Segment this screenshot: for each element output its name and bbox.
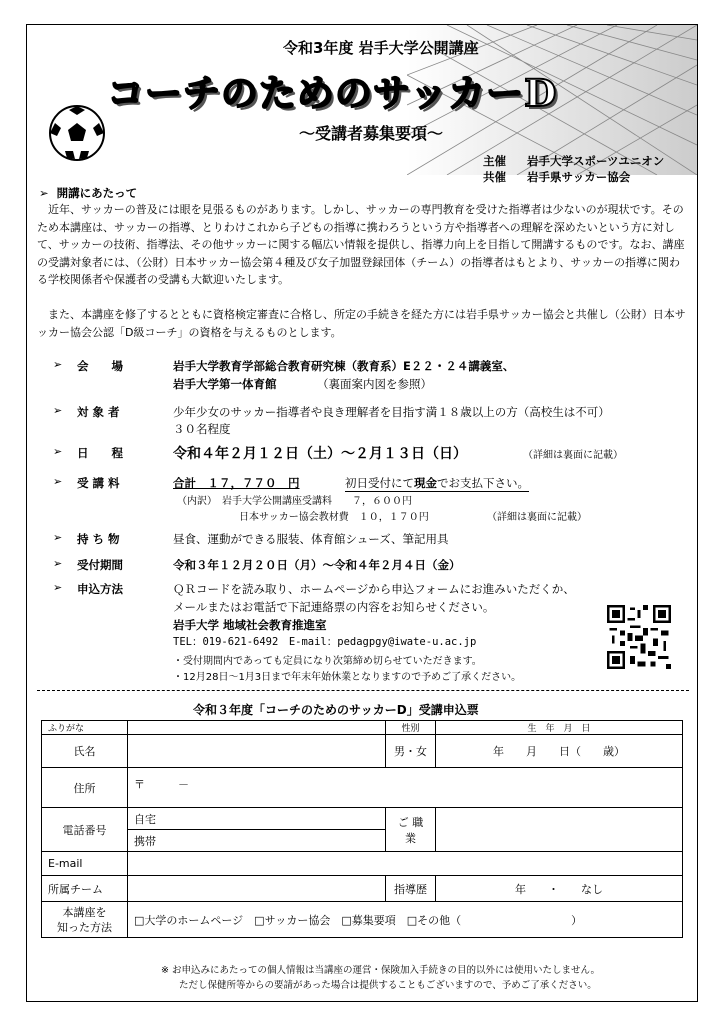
apply-label: 申込方法 <box>77 582 123 596</box>
home-phone-field[interactable]: 自宅 <box>128 808 386 830</box>
address-label: 住所 <box>42 768 128 808</box>
fee-breakdown-note: （詳細は裏面に記載） <box>487 512 587 523</box>
fee-breakdown-2: 日本サッカー協会教材費 １０，１７０円 <box>239 512 429 523</box>
date-value: 令和４年２月１２日（土）～２月１３日（日） <box>173 446 467 462</box>
arrow-icon: ➢ <box>53 557 63 570</box>
qr-code-icon <box>607 605 671 669</box>
fee-breakdown-1: （内訳） 岩手大学公開講座受講料 ７，６００円 <box>177 496 412 507</box>
job-field[interactable] <box>436 808 683 852</box>
career-field[interactable]: 年 ・ なし <box>436 876 683 902</box>
team-label: 所属チーム <box>42 876 128 902</box>
bring-value: 昼食、運動ができる服装、体育館シューズ、筆記用具 <box>173 532 449 546</box>
name-field[interactable] <box>128 735 386 768</box>
fee-payment-note: 初日受付にて現金でお支払下さい。 <box>345 476 529 490</box>
intro-paragraph-1: 近年、サッカーの普及には眼を見張るものがあります。しかし、サッカーの専門教育を受けた指導者は少ないのが現状です。そのため本講座は、サッカーの指導、とりわけこれから子どもの指導に携わろうという方や指導者への理解を深めたいという方に対して、サッカーの技術、指導法、その他サッカーに関する幅広い情報を提供し、指導力向上を目指して開講するものです。なお、講座の受講対象者には、（公財）日本サッカー協会第４種及び女子加盟登録団体（チーム）の指導者はもとより、サッカーの指導に関わる学校関係者や保護者の受講も大歓迎いたします。 <box>37 203 685 286</box>
contact-name: 岩手大学 地域社会教育推進室 <box>173 618 327 632</box>
date-note: （詳細は裏面に記載） <box>523 450 623 461</box>
name-label: 氏名 <box>42 735 128 768</box>
venue-label: 会 場 <box>77 359 123 373</box>
team-field[interactable] <box>128 876 386 902</box>
date-label: 日 程 <box>77 446 123 460</box>
arrow-icon: ➢ <box>53 531 63 544</box>
co-organizer-label: 共催 <box>483 170 506 184</box>
furigana-label: ふりがな <box>42 721 128 735</box>
arrow-icon: ➢ <box>39 186 49 200</box>
gender-label: 性別 <box>386 721 436 735</box>
source-label: 本講座を 知った方法 <box>42 902 128 938</box>
organizer: 岩手大学スポーツユニオン <box>527 154 665 168</box>
arrow-icon: ➢ <box>53 445 63 458</box>
career-label: 指導歴 <box>386 876 436 902</box>
fee-label: 受 講 料 <box>77 476 120 490</box>
page-title: コーチのためのサッカーD <box>107 71 558 115</box>
job-label: ご 職 業 <box>386 808 436 852</box>
intro-heading: ➢ 開講にあたって <box>39 186 138 200</box>
arrow-icon: ➢ <box>53 475 63 488</box>
target-label: 対 象 者 <box>77 405 120 419</box>
period-label: 受付期間 <box>77 558 123 572</box>
period-value: 令和３年１２月２０日（月）～令和４年２月４日（金） <box>173 558 461 572</box>
venue-note: （裏面案内図を参照） <box>317 377 432 391</box>
note-1: ・受付期間内であっても定員になり次第締め切らせていただきます。 <box>173 656 482 667</box>
course-subtitle: 令和3年度 岩手大学公開講座 <box>283 39 479 57</box>
organizer-label: 主催 <box>483 154 506 168</box>
footnote-line-1: ※ お申込みにあたっての個人情報は当講座の運営・保険加入手続きの目的以外には使用いたしません。 <box>161 965 601 976</box>
birth-label: 生 年 月 日 <box>436 721 683 735</box>
contact-line: TEL：019-621-6492 E-mail：pedagpgy@iwate-u.ac.jp <box>173 636 477 648</box>
arrow-icon: ➢ <box>53 358 63 371</box>
target-line-2: ３０名程度 <box>173 422 231 436</box>
intro-paragraph-2: また、本講座を修了するとともに資格検定審査に合格し、所定の手続きを経た方には岩手県サッカー協会と共催し（公財）日本サッカー協会公認「D級コーチ」の資格を与えるものとします。 <box>37 308 686 339</box>
email-field[interactable] <box>128 852 683 876</box>
phone-label: 電話番号 <box>42 808 128 852</box>
co-organizer: 岩手県サッカー協会 <box>527 170 631 184</box>
fee-total: 合計 １７，７７０ 円 <box>173 476 300 490</box>
apply-line-1: ＱＲコードを読み取り、ホームページから申込フォームにお進みいただくか、 <box>173 582 575 596</box>
cut-line <box>37 690 689 691</box>
soccer-ball-icon <box>47 103 107 163</box>
gender-field[interactable]: 男・女 <box>386 735 436 768</box>
footnote-line-2: ただし保健所等からの要請があった場合は提供することもございますので、予めご了承ください。 <box>179 980 597 991</box>
birth-field[interactable]: 年 月 日（ 歳） <box>436 735 683 768</box>
application-form <box>41 720 683 938</box>
address-field[interactable]: 〒 － <box>128 768 683 808</box>
form-title: 令和３年度「コーチのためのサッカーD」受講申込票 <box>193 703 479 717</box>
furigana-field[interactable] <box>128 721 386 735</box>
arrow-icon: ➢ <box>53 404 63 417</box>
venue-line-1: 岩手大学教育学部総合教育研究棟（教育系）E２２・２４講義室、 <box>173 359 515 373</box>
section-heading: ～受講者募集要項～ <box>299 124 444 143</box>
bring-label: 持 ち 物 <box>77 532 120 546</box>
note-2: ・12月28日～1月3日まで年末年始休業となりますので予めご了承ください。 <box>173 672 522 683</box>
venue-line-2: 岩手大学第一体育館 <box>173 377 277 391</box>
mobile-phone-field[interactable]: 携帯 <box>128 830 386 852</box>
apply-line-2: メールまたはお電話で下記連絡票の内容をお知らせください。 <box>173 600 495 614</box>
arrow-icon: ➢ <box>53 581 63 594</box>
target-line-1: 少年少女のサッカー指導者や良き理解者を目指す満１８歳以上の方（高校生は不可） <box>173 405 610 419</box>
email-label: E-mail <box>42 852 128 876</box>
source-options[interactable]: □大学のホームページ □サッカー協会 □募集要項 □その他（ ） <box>128 902 683 938</box>
flyer-page <box>26 24 698 1002</box>
